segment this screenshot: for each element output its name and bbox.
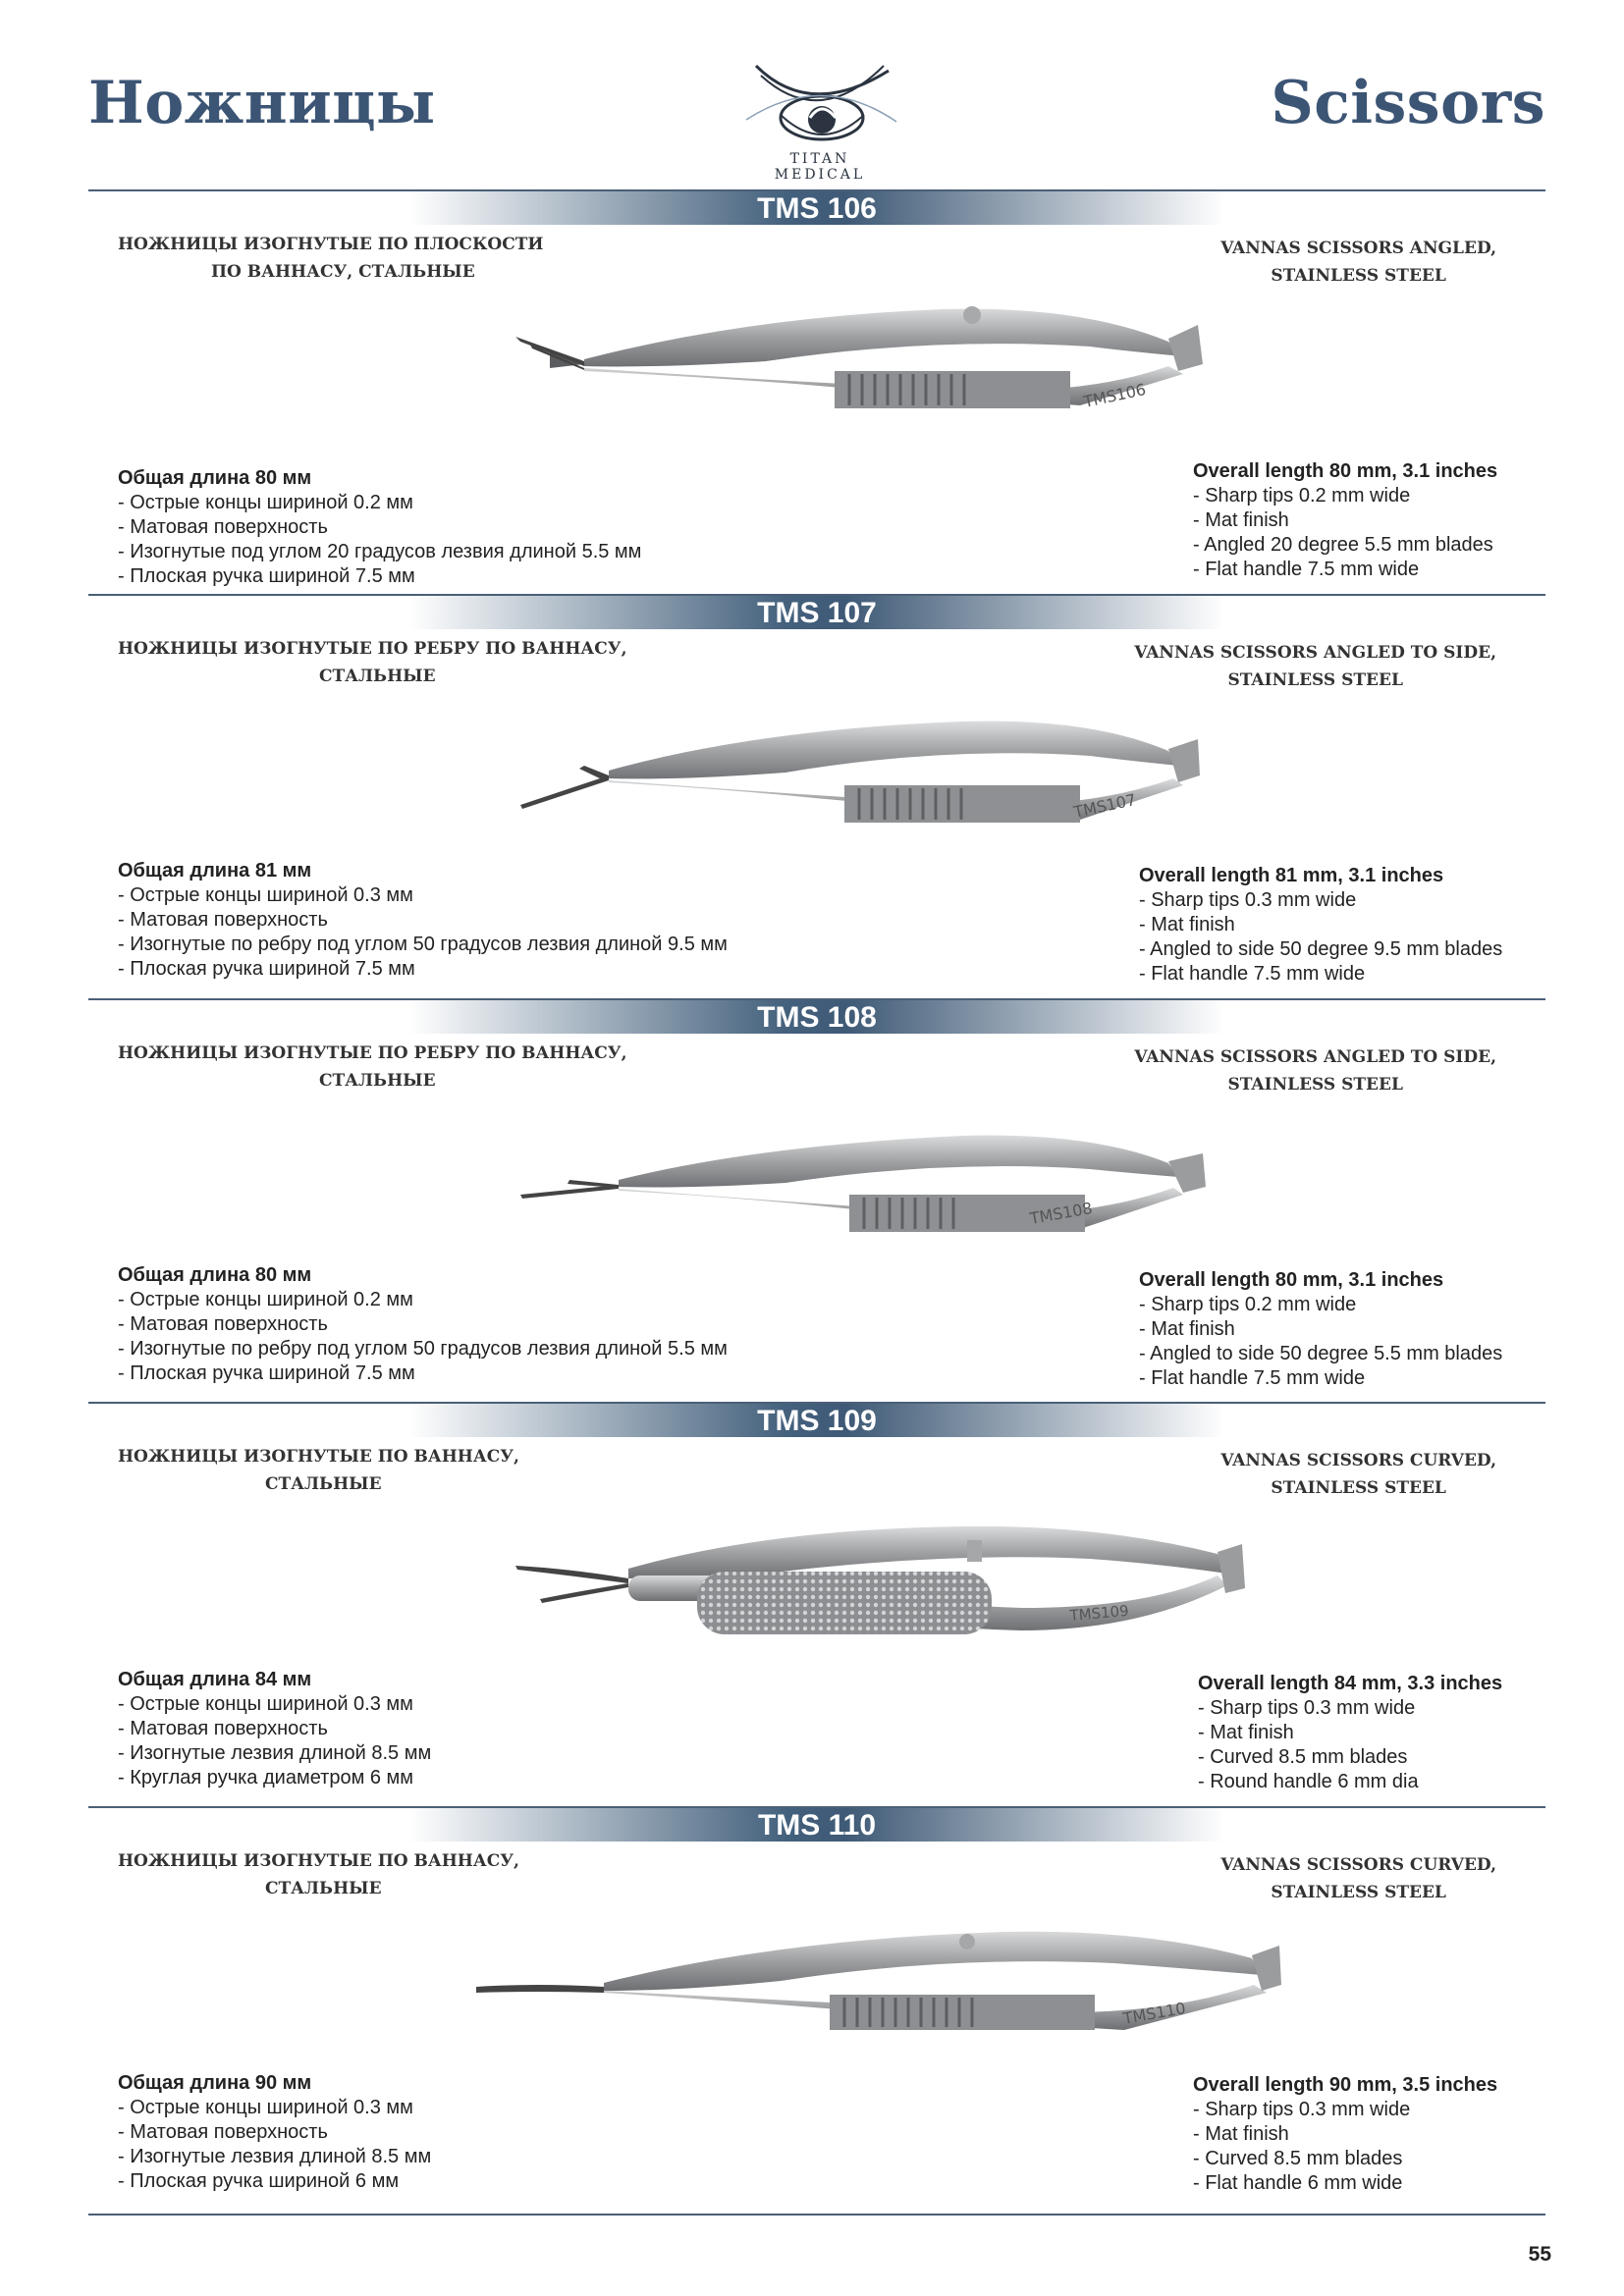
spec-ru-line: - Плоская ручка шириной 7.5 мм [118,958,415,980]
spec-list-en [1198,1672,1502,1794]
spec-list-en [1193,459,1497,582]
spec-list-en [1193,2073,1497,2196]
spec-en-lead: Overall length 90 mm, 3.5 inches [1193,2074,1498,2096]
product-heading-ru [118,1847,519,1902]
spec-en-line: - Round handle 6 mm dia [1198,1771,1419,1792]
spec-list-ru [118,1263,728,1386]
company-logo [741,61,898,183]
scissors-photo [491,297,1218,435]
heading-en-line: STAINLESS STEEL [1271,266,1446,286]
spec-ru-line: - Круглая ручка диаметром 6 мм [118,1767,414,1789]
heading-en-line: VANNAS SCISSORS CURVED, [1220,1451,1496,1470]
spec-en-lead: Overall length 81 mm, 3.1 inches [1139,865,1444,886]
spec-ru-line: - Матовая поверхность [118,2121,328,2143]
product-heading-ru [118,1443,519,1498]
heading-ru-line: НОЖНИЦЫ ИЗОГНУТЫЕ ПО ВАННАСУ, [118,1851,519,1871]
product-heading-en [1134,1043,1496,1098]
spec-ru-lead: Общая длина 84 мм [118,1669,312,1690]
heading-en-line: STAINLESS STEEL [1227,1075,1403,1095]
page-number: 55 [1528,2243,1551,2266]
spec-en-line: - Mat finish [1139,1318,1235,1340]
spec-ru-line: - Плоская ручка шириной 6 мм [118,2170,400,2192]
product-code-bar [88,998,1545,1034]
page-title-en: Scissors [1271,69,1545,137]
scissors-engraving: TMS108 [1028,1199,1094,1228]
product-section-tms-107 [88,594,1545,985]
heading-ru-line: НОЖНИЦЫ ИЗОГНУТЫЕ ПО РЕБРУ ПО ВАННАСУ, [118,639,627,659]
spec-ru-line: - Острые концы шириной 0.2 мм [118,492,413,513]
spec-ru-lead: Общая длина 80 мм [118,1264,312,1286]
spec-en-line: - Sharp tips 0.2 mm wide [1139,1294,1357,1315]
heading-ru-line: СТАЛЬНЫЕ [265,1879,382,1898]
heading-ru-line: НОЖНИЦЫ ИЗОГНУТЫЕ ПО РЕБРУ ПО ВАННАСУ, [118,1043,627,1063]
product-heading-ru [118,231,543,286]
product-code: TMS 109 [757,1405,877,1437]
heading-en-line: STAINLESS STEEL [1227,670,1403,690]
spec-en-line: - Sharp tips 0.3 mm wide [1139,889,1357,911]
heading-en-line: VANNAS SCISSORS CURVED, [1220,1855,1496,1875]
logo-emblem-icon [741,61,898,159]
product-code-bar [88,189,1545,225]
spec-list-en [1139,1268,1502,1391]
product-code: TMS 110 [757,1809,877,1842]
product-code: TMS 107 [757,597,877,629]
heading-en-line: VANNAS SCISSORS ANGLED TO SIDE, [1134,643,1496,663]
bottom-divider [88,2214,1545,2216]
spec-ru-line: - Острые концы шириной 0.2 мм [118,1289,413,1310]
product-code-bar [88,1806,1545,1842]
spec-ru-lead: Общая длина 81 мм [118,860,312,881]
spec-en-lead: Overall length 80 mm, 3.1 inches [1139,1269,1444,1291]
spec-en-line: - Mat finish [1198,1722,1294,1743]
spec-ru-line: - Изогнутые лезвия длиной 8.5 мм [118,1742,432,1764]
scissors-engraving: TMS109 [1068,1601,1130,1625]
spec-en-line: - Flat handle 7.5 mm wide [1139,963,1366,985]
spec-ru-lead: Общая длина 90 мм [118,2072,312,2094]
product-code-bar [88,594,1545,629]
spec-ru-line: - Острые концы шириной 0.3 мм [118,884,413,906]
spec-ru-line: - Матовая поверхность [118,1313,328,1335]
heading-ru-line: СТАЛЬНЫЕ [319,1071,436,1091]
spec-en-line: - Sharp tips 0.3 mm wide [1198,1697,1416,1719]
spec-en-line: - Flat handle 6 mm wide [1193,2172,1403,2194]
product-heading-en [1220,235,1496,290]
scissors-photo [471,1515,1247,1662]
spec-list-ru [118,2071,431,2194]
product-section-tms-108 [88,998,1545,1389]
spec-en-lead: Overall length 80 mm, 3.1 inches [1193,460,1498,482]
product-heading-ru [118,1040,627,1095]
spec-en-lead: Overall length 84 mm, 3.3 inches [1198,1673,1503,1694]
spec-en-line: - Angled to side 50 degree 9.5 mm blades [1139,938,1503,960]
spec-ru-line: - Изогнутые по ребру под углом 50 градусов лезвия длиной 9.5 мм [118,934,728,955]
spec-en-line: - Mat finish [1193,509,1289,531]
product-code: TMS 108 [757,1001,877,1034]
spec-en-line: - Curved 8.5 mm blades [1193,2148,1403,2169]
spec-ru-line: - Матовая поверхность [118,1718,328,1739]
spec-en-line: - Angled 20 degree 5.5 mm blades [1193,534,1493,556]
spec-list-ru [118,859,728,982]
heading-en-line: VANNAS SCISSORS ANGLED TO SIDE, [1134,1047,1496,1067]
heading-ru-line: СТАЛЬНЫЕ [265,1474,382,1494]
product-heading-en [1220,1447,1496,1502]
heading-en-line: STAINLESS STEEL [1271,1478,1446,1498]
spec-ru-line: - Изогнутые лезвия длиной 8.5 мм [118,2146,432,2167]
scissors-engraving: TMS110 [1121,1999,1187,2028]
logo-line-1: TITAN [789,151,850,167]
spec-en-line: - Angled to side 50 degree 5.5 mm blades [1139,1343,1503,1364]
spec-ru-line: - Матовая поверхность [118,909,328,931]
spec-ru-line: - Изогнутые по ребру под углом 50 градусов лезвия длиной 5.5 мм [118,1338,728,1360]
product-section-tms-106 [88,189,1545,587]
page-title-ru: Ножницы [88,69,436,137]
spec-en-line: - Mat finish [1193,2123,1289,2145]
spec-list-ru [118,1668,431,1790]
spec-en-line: - Mat finish [1139,914,1235,935]
logo-line-2: MEDICAL [774,167,866,183]
scissors-photo [501,712,1208,839]
heading-en-line: VANNAS SCISSORS ANGLED, [1220,239,1496,258]
scissors-photo [511,1126,1218,1254]
heading-ru-line: НОЖНИЦЫ ИЗОГНУТЫЕ ПО ПЛОСКОСТИ [118,235,544,254]
spec-ru-line: - Плоская ручка шириной 7.5 мм [118,565,415,587]
scissors-engraving: TMS106 [1081,379,1148,411]
spec-en-line: - Curved 8.5 mm blades [1198,1746,1408,1768]
spec-ru-line: - Острые концы шириной 0.3 мм [118,1693,413,1715]
spec-ru-line: - Матовая поверхность [118,516,328,538]
spec-ru-line: - Изогнутые под углом 20 градусов лезвия длиной 5.5 мм [118,541,642,562]
heading-en-line: STAINLESS STEEL [1271,1883,1446,1902]
product-heading-en [1134,639,1496,694]
spec-list-en [1139,864,1502,987]
product-heading-en [1220,1851,1496,1906]
spec-ru-lead: Общая длина 80 мм [118,467,312,489]
product-heading-ru [118,635,627,690]
scissors-photo [437,1914,1281,2052]
spec-ru-line: - Плоская ручка шириной 7.5 мм [118,1362,415,1384]
product-code: TMS 106 [757,192,877,225]
product-code-bar [88,1402,1545,1437]
heading-ru-line: ПО ВАННАСУ, СТАЛЬНЫЕ [211,262,475,282]
spec-en-line: - Sharp tips 0.2 mm wide [1193,485,1411,507]
spec-en-line: - Flat handle 7.5 mm wide [1139,1367,1366,1389]
spec-en-line: - Flat handle 7.5 mm wide [1193,559,1420,580]
spec-list-ru [118,466,641,589]
product-section-tms-109 [88,1402,1545,1792]
heading-ru-line: СТАЛЬНЫЕ [319,667,436,686]
product-section-tms-110 [88,1806,1545,2194]
scissors-engraving: TMS107 [1071,789,1138,822]
spec-ru-line: - Острые концы шириной 0.3 мм [118,2097,413,2118]
spec-en-line: - Sharp tips 0.3 mm wide [1193,2099,1411,2120]
heading-ru-line: НОЖНИЦЫ ИЗОГНУТЫЕ ПО ВАННАСУ, [118,1447,519,1467]
